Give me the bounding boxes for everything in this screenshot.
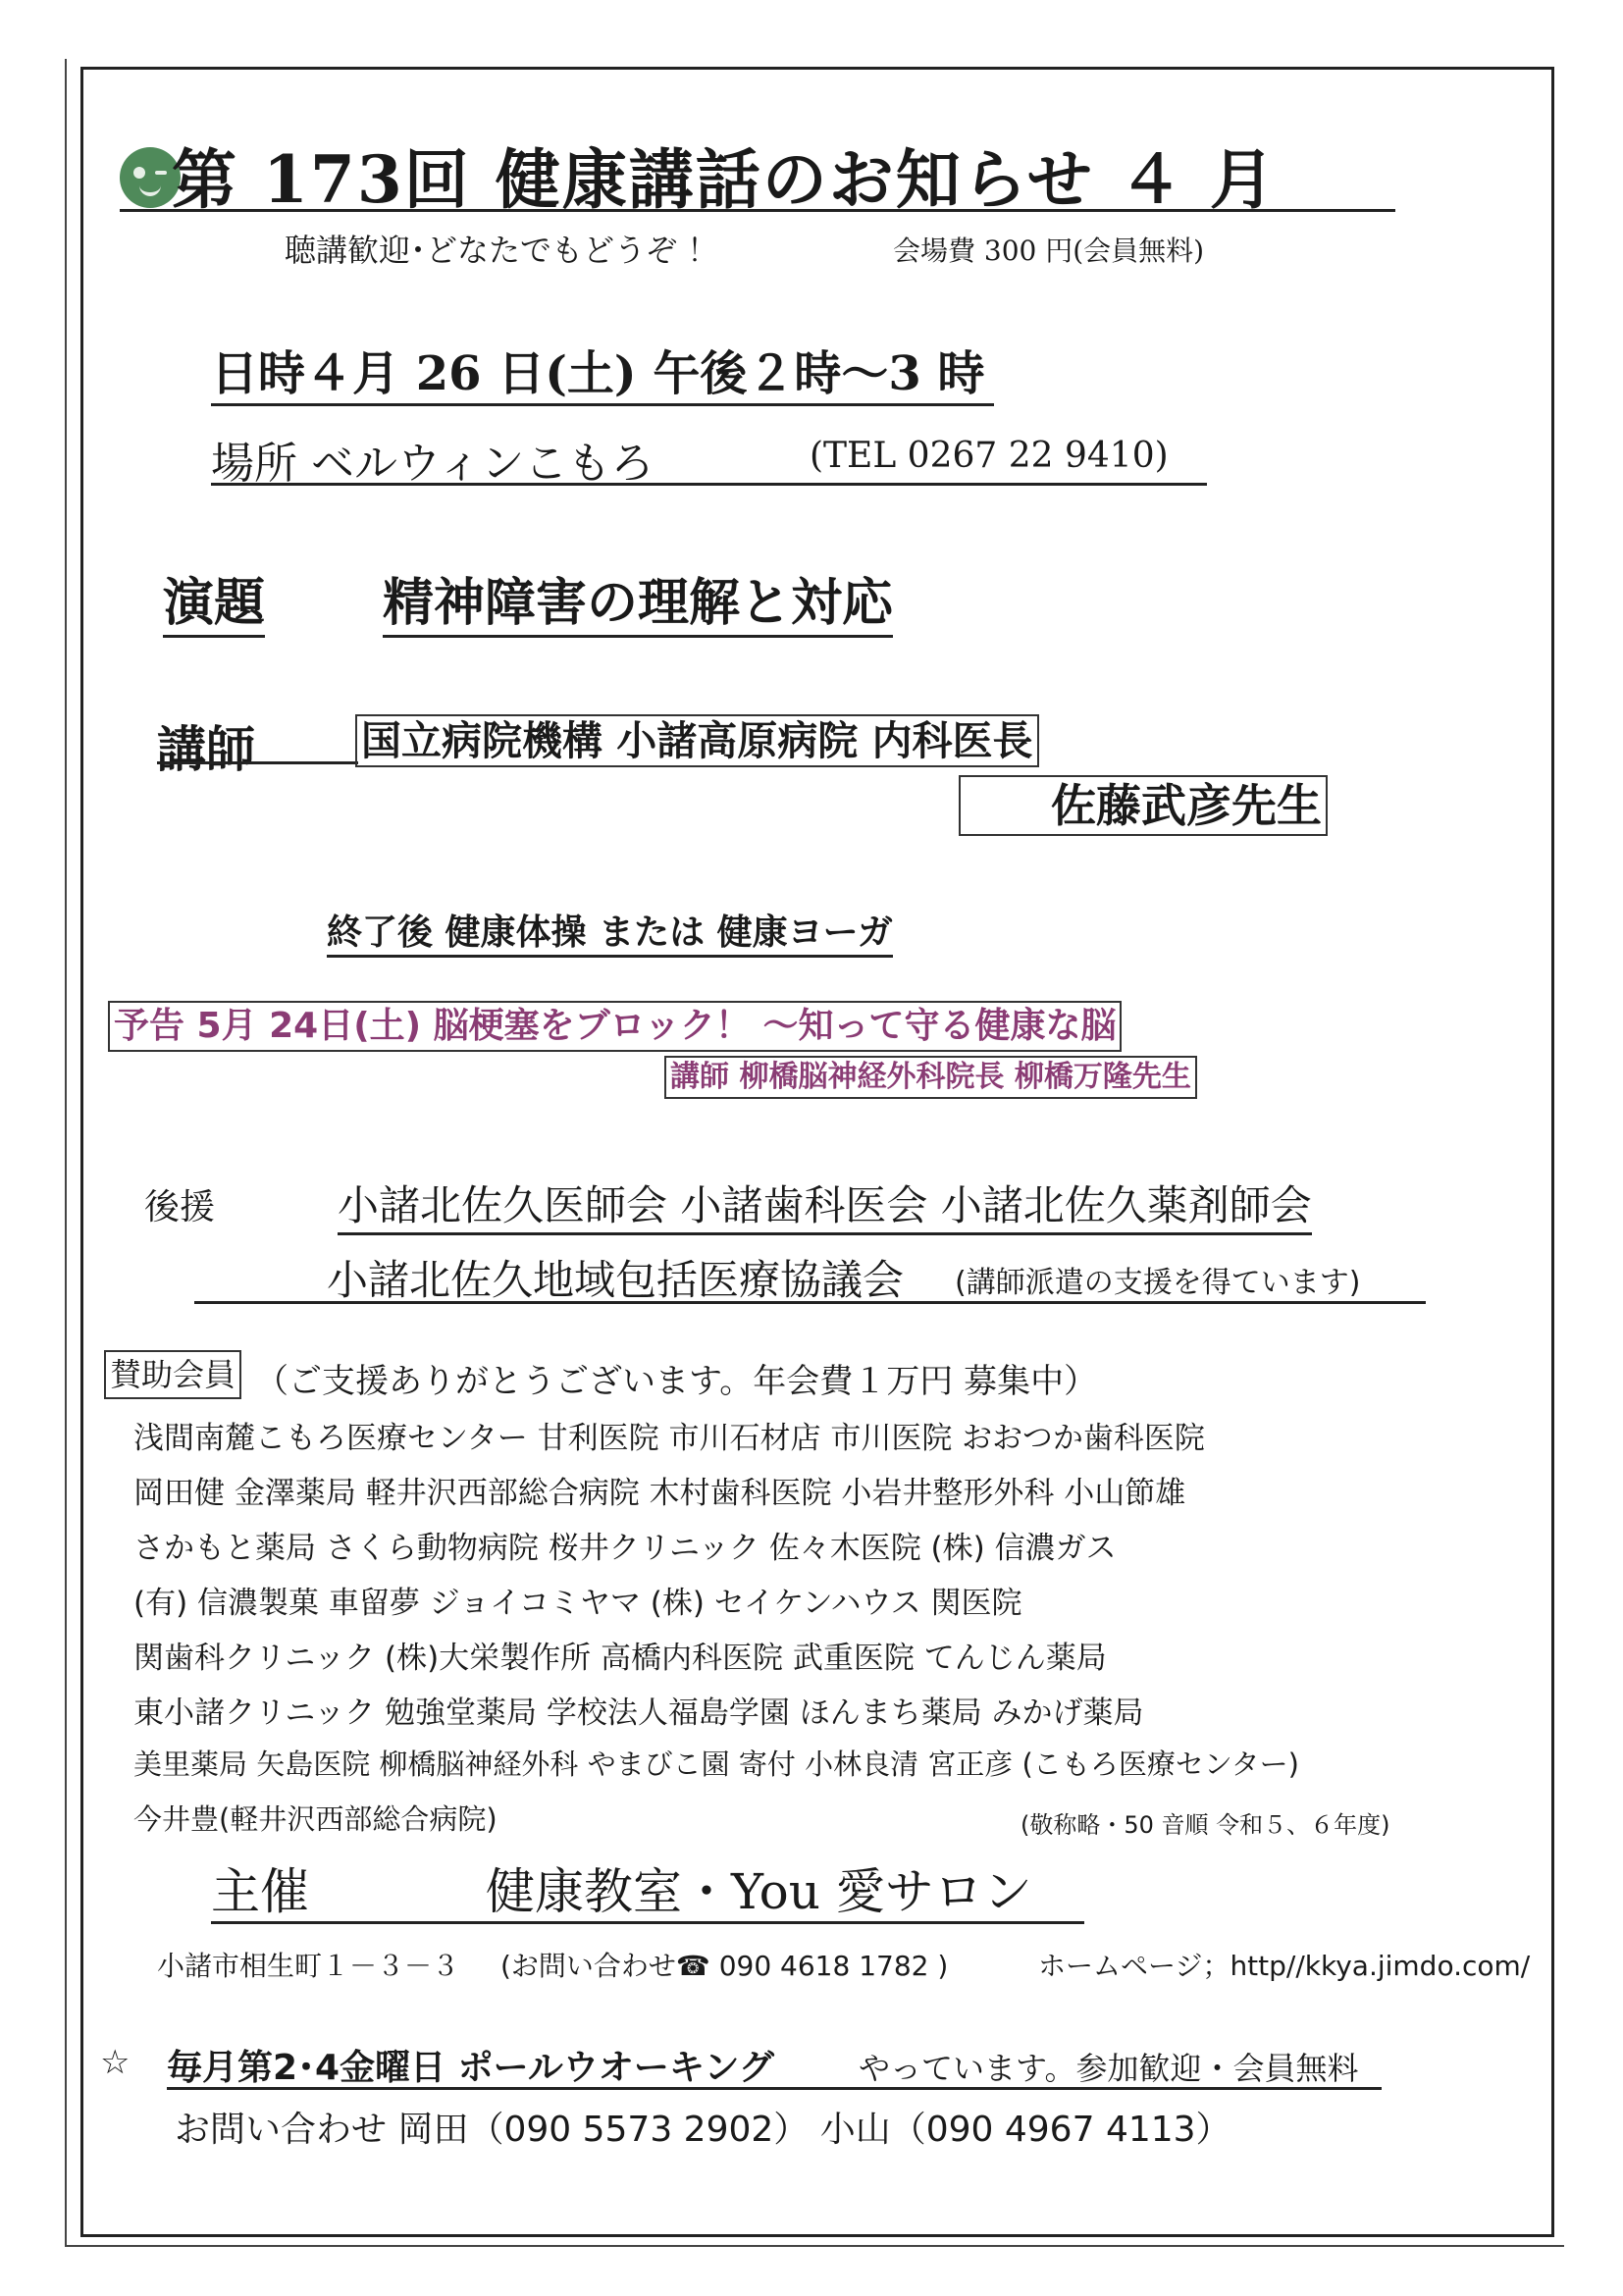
walking-rest: やっています。参加歓迎・会員無料 [859,2050,1359,2087]
lecturer-label-underline [157,761,358,764]
sponsor-row-2: 岡田健 金澤薬局 軽井沢西部総合病院 木村歯科医院 小岩井整形外科 小山節雄 [133,1476,1186,1511]
preview-line2: 講師 柳橋脳神経外科院長 柳橋万隆先生 [664,1056,1197,1099]
walking-row [167,2040,1382,2090]
star-icon: ☆ [100,2043,131,2082]
title-underline [120,209,1395,212]
contact-address: 小諸市相生町１－３－３ [157,1950,460,1982]
topic-title: 精神障害の理解と対応 [383,561,893,638]
topic-label: 演題 [163,561,265,638]
sponsor-row-1: 浅間南麓こもろ医療センター 甘利医院 市川石材店 市川医院 おおつか歯科医院 [133,1421,1205,1456]
smiley-mouth-icon [139,183,161,196]
sponsor-row-5: 関歯科クリニック (株)大栄製作所 高橋内科医院 武重医院 てんじん薬局 [133,1641,1107,1676]
smiley-wink-icon [155,171,167,175]
preview-line1: 予告 5月 24日(土) 脳梗塞をブロック！ ～知って守る健康な脳 [108,1001,1122,1052]
venue-tel: (TEL 0267 22 9410) [810,436,1169,476]
sponsor-row-7: 美里薬局 矢島医院 柳橋脳神経外科 やまびこ園 寄付 小林良清 宮正彦 (こもろ医療センター) [133,1748,1299,1781]
sponsor-row-3: さかもと薬局 さくら動物病院 桜井クリニック 佐々木医院 (株) 信濃ガス [133,1531,1117,1566]
page-title: 第 173回 健康講話のお知らせ ４ 月 [172,141,1277,218]
sponsor-row-6: 東小諸クリニック 勉強堂薬局 学校法人福島学園 ほんまち薬局 みかげ薬局 [133,1696,1144,1731]
host-name: 健康教室・You 愛サロン [486,1863,1032,1920]
lecturer-name: 佐藤武彦先生 [959,775,1328,836]
support-note: (講師派遣の支援を得ています) [955,1266,1361,1300]
venue-row [211,428,1207,489]
sponsors-footnote: (敬称略・50 音順 令和５、６年度) [1021,1811,1390,1839]
venue-label: 場所 ベルウィンこもろ [211,439,654,489]
support-line2: 小諸北佐久地域包括医療協議会 [327,1256,905,1304]
fee-text: 会場費 300 円(会員無料) [893,235,1205,267]
walking-main: 毎月第2･4金曜日 ポールウオーキング [167,2048,774,2088]
smiley-eye-icon [133,167,145,179]
support-label: 後援 [144,1187,216,1227]
host-row [211,1852,1084,1924]
sponsors-intro: （ご支援ありがとうございます。年会費１万円 募集中） [255,1362,1098,1401]
host-label: 主催 [211,1863,309,1920]
after-activity: 終了後 健康体操 または 健康ヨーガ [327,905,893,958]
sponsors-label: 賛助会員 [104,1350,241,1399]
lecturer-label: 講師 [157,721,255,778]
welcome-text: 聴講歓迎･どなたでもどうぞ ！ [285,232,719,269]
inquiry: お問い合わせ 岡田（090 5573 2902） 小山（090 4967 4113） [175,2110,1231,2150]
sponsor-row-last: 今井豊(軽井沢西部総合病院) [133,1802,497,1836]
sponsor-row-4: (有) 信濃製菓 車留夢 ジョイコミヤマ (株) セイケンハウス 関医院 [133,1586,1022,1621]
datetime: 日時４月 26 日(土) 午後２時～3 時 [211,336,994,406]
lecturer-affiliation: 国立病院機構 小諸高原病院 内科医長 [355,714,1039,767]
contact-homepage[interactable]: ホームページ；http//kkya.jimdo.com/ [1038,1950,1531,1982]
support-line1: 小諸北佐久医師会 小諸歯科医会 小諸北佐久薬剤師会 [338,1174,1312,1235]
contact-phone: (お問い合わせ☎ 090 4618 1782 ) [500,1950,949,1982]
support-row2 [194,1248,1426,1304]
